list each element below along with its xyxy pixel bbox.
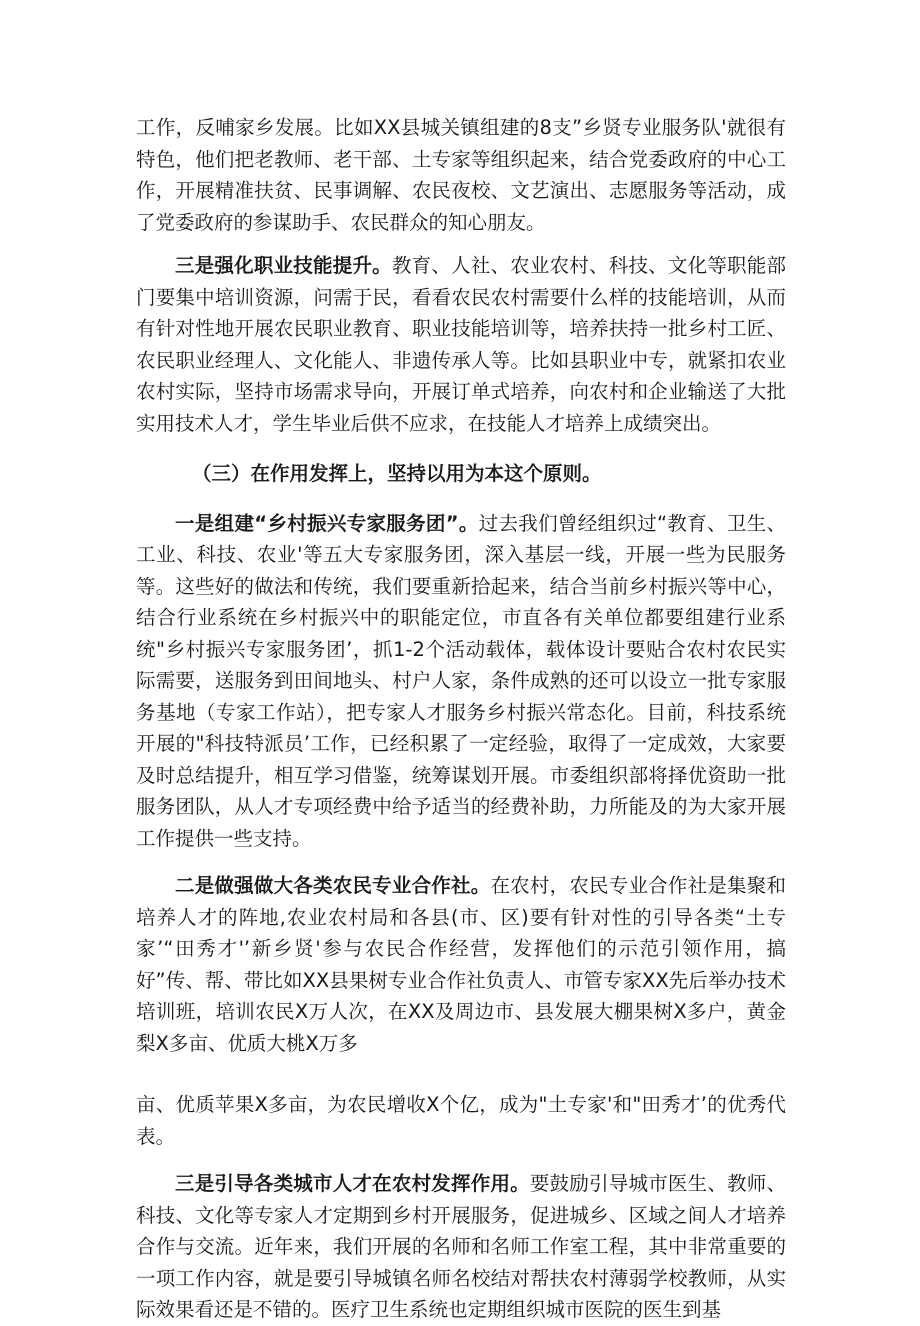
paragraph-body: 过去我们曾经组织过“教育、卫生、工业、科技、农业'等五大专家服务团，深入基层一线，开展一些为民服务等。这些好的做法和传统，我们要重新拾起来，结合当前乡村振兴等中心，结合行业系统在乡村振兴中的职能定位，市直各有关单位都要组建行业系统"乡村振兴专家服务团’，抓1-2个活动载体，载体设计要贴合农村农民实际需要，送服务到田间地头、村户人家，条件成熟的还可以设立一批专家服务基地（专家工作站），把专家人才服务乡村振兴常态化。目前，科技系统开展的"科技特派员’工作，已经积累了一定经验，取得了一定成效，大家要及时总结提升，相互学习借鉴，统筹谋划开展。市委组织部将择优资助一批服务团队，从人才专项经费中给予适当的经费补助，力所能及的为大家开展工作提供一些支持。 — [136, 511, 786, 850]
paragraph-body: 要鼓励引导城市医生、教师、科技、文化等专家人才定期到乡村开展服务，促进城乡、区域之间人才培养合作与交流。近年来，我们开展的名师和名师工作室工程，其中非常重要的一项工作内容，就是要引导城镇名师名校结对帮扶农村薄弱学校教师，从实际效果看还是不错的。医疗卫生系统也定期组织城市医院的医生到基 — [136, 1172, 786, 1321]
paragraph-body: 教育、人社、农业农村、科技、文化等职能部门要集中培训资源，问需于民，看看农民农村需要什么样的技能培训，从而有针对性地开展农民职业教育、职业技能培训等，培养扶持一批乡村工匠、农民职业经理人、文化能人、非遗传承人等。比如县职业中专，就紧扣农业农村实际，坚持市场需求导向，开展订单式培养，向农村和企业输送了大批实用技术人才，学生毕业后供不应求，在技能人才培养上成绩突出。 — [136, 254, 786, 435]
paragraph-expert-service-group — [136, 508, 786, 855]
paragraph-body: 工作，反哺家乡发展。比如XX县城关镇组建的8支”乡贤专业服务队'就很有特色，他们把老教师、老干部、土专家等组织起来，结合党委政府的中心工作，开展精准扶贫、民事调解、农民夜校、文艺演出、志愿服务等活动，成了党委政府的参谋助手、农民群众的知心朋友。 — [136, 116, 786, 234]
paragraph-lead: 二是做强做大各类农民专业合作社。 — [175, 874, 491, 897]
paragraph-cooperatives — [136, 870, 786, 1059]
document-page — [136, 112, 786, 1326]
paragraph-body: 亩、优质苹果X多亩，为农民增收X个亿，成为"土专家'和"田秀才’的优秀代表。 — [136, 1093, 786, 1148]
paragraph-lead: 三是强化职业技能提升。 — [175, 254, 392, 277]
section-heading: （三）在作用发挥上，坚持以用为本这个原则。 — [192, 462, 602, 485]
paragraph-cooperatives-continued — [136, 1089, 786, 1152]
paragraph-urban-talent — [136, 1168, 786, 1326]
paragraph-rural-sages — [136, 112, 786, 238]
paragraph-lead: 一是组建“乡村振兴专家服务团”。 — [175, 511, 479, 535]
paragraph-lead: 三是引导各类城市人才在农村发挥作用。 — [175, 1172, 530, 1195]
paragraph-body: 在农村，农民专业合作社是集聚和培养人才的阵地,农业农村局和各县(市、区)要有针对性的引导各类“土专家’“田秀才'’新乡贤'参与农民合作经营，发挥他们的示范引领作用，搞好”传、帮、带比如XX县果树专业合作社负责人、市管专家XX先后举办技术培训班，培训农民X万人次，在XX及周边市、县发展大棚果树X多户，黄金梨X多亩、优质大桃X万多 — [136, 874, 786, 1055]
paragraph-vocational-skills — [136, 250, 786, 439]
